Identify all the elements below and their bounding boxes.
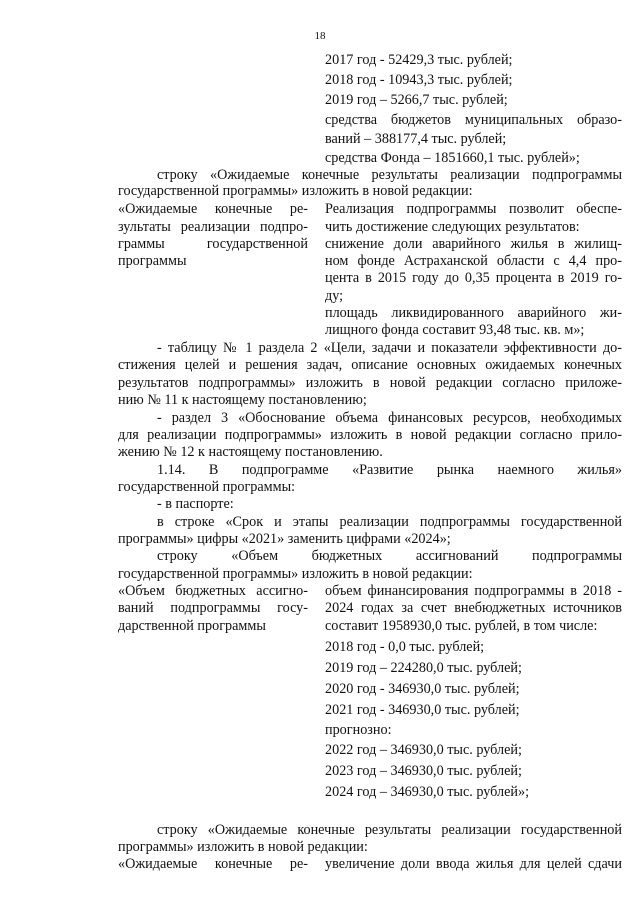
- table-value-line: увеличение доли ввода жилья для целей сдачи: [325, 856, 622, 872]
- text-line: жению № 12 к настоящему постановлению.: [118, 444, 383, 460]
- text-line: государственной программы» изложить в новой редакции:: [118, 566, 473, 582]
- text-line: - раздел 3 «Обоснование объема финансовых ресурсов, необходимых: [157, 410, 622, 426]
- table-value-line: снижение доли аварийного жилья в жилищ-: [325, 236, 622, 252]
- table-value-line: ду;: [325, 288, 344, 304]
- table-value-line: составит 1958930,0 тыс. рублей, в том числе:: [325, 618, 598, 634]
- text-line: строку «Ожидаемые конечные результаты реализации государственной: [157, 822, 622, 838]
- table-label-line: «Объем бюджетных ассигно-: [118, 583, 308, 599]
- text-line: строку «Объем бюджетных ассигнований подпрограммы: [157, 548, 622, 564]
- text-line: 2019 год – 5266,7 тыс. рублей;: [325, 92, 508, 108]
- text-line: стижения целей и решения задач, описание основных ожидаемых конечных: [118, 357, 622, 373]
- table-value-line: 2023 год – 346930,0 тыс. рублей;: [325, 763, 522, 779]
- table-value-line: 2020 год - 346930,0 тыс. рублей;: [325, 681, 520, 697]
- table-value-line: лищного фонда составит 93,48 тыс. кв. м»;: [325, 322, 585, 338]
- text-line: средства бюджетов муниципальных образо-: [325, 112, 622, 128]
- text-line: - в паспорте:: [157, 496, 234, 512]
- table-value-line: 2024 год – 346930,0 тыс. рублей»;: [325, 784, 530, 800]
- table-value-line: цента в 2015 году до 0,35 процента в 2019 го-: [325, 270, 622, 286]
- table-label-line: зультаты реализации подпро-: [118, 219, 308, 235]
- text-line: ваний – 388177,4 тыс. рублей;: [325, 131, 507, 147]
- text-line: в строке «Срок и этапы реализации подпрограммы государственной: [157, 514, 622, 530]
- text-line: программы» изложить в новой редакции:: [118, 839, 368, 855]
- table-value-line: ном фонде Астраханской области с 4,4 про-: [325, 253, 622, 269]
- table-label-line: программы: [118, 253, 187, 269]
- table-value-line: площадь ликвидированного аварийного жи-: [325, 305, 622, 321]
- table-value-line: 2021 год - 346930,0 тыс. рублей;: [325, 702, 520, 718]
- text-line: государственной программы:: [118, 479, 296, 495]
- table-value-line: чить достижение следующих результатов:: [325, 219, 580, 235]
- text-line: 2018 год - 10943,3 тыс. рублей;: [325, 72, 513, 88]
- text-line: государственной программы» изложить в новой редакции:: [118, 183, 473, 199]
- table-label-line: ваний подпрограммы госу-: [118, 600, 308, 616]
- table-value-line: 2018 год - 0,0 тыс. рублей;: [325, 639, 485, 655]
- text-line: результатов подпрограммы» изложить в новой редакции согласно приложе-: [118, 375, 622, 391]
- table-value-line: Реализация подпрограммы позволит обеспе-: [325, 201, 622, 217]
- table-value-line: прогнозно:: [325, 722, 392, 738]
- text-line: 1.14. В подпрограмме «Развитие рынка наемного жилья»: [157, 462, 622, 478]
- table-value-line: 2024 годах за счет внебюджетных источников: [325, 600, 622, 616]
- text-line: для реализации подпрограммы» изложить в новой редакции согласно прило-: [118, 427, 622, 443]
- text-line: средства Фонда – 1851660,1 тыс. рублей»;: [325, 150, 580, 166]
- text-line: 2017 год - 52429,3 тыс. рублей;: [325, 52, 513, 68]
- table-label-line: «Ожидаемые конечные ре-: [118, 856, 308, 872]
- table-label-line: дарственной программы: [118, 618, 266, 634]
- text-line: программы» цифры «2021» заменить цифрами «2024»;: [118, 531, 451, 547]
- table-value-line: 2019 год – 224280,0 тыс. рублей;: [325, 660, 522, 676]
- table-value-line: объем финансирования подпрограммы в 2018 -: [325, 583, 622, 599]
- table-label-line: «Ожидаемые конечные ре-: [118, 201, 308, 217]
- text-line: строку «Ожидаемые конечные результаты реализации подпрограммы: [157, 167, 622, 183]
- page-number: 18: [314, 30, 326, 42]
- table-label-line: граммы государственной: [118, 236, 308, 252]
- text-line: - таблицу № 1 раздела 2 «Цели, задачи и показатели эффективности до-: [157, 340, 622, 356]
- text-line: нию № 11 к настоящему постановлению;: [118, 392, 367, 408]
- table-value-line: 2022 год – 346930,0 тыс. рублей;: [325, 742, 522, 758]
